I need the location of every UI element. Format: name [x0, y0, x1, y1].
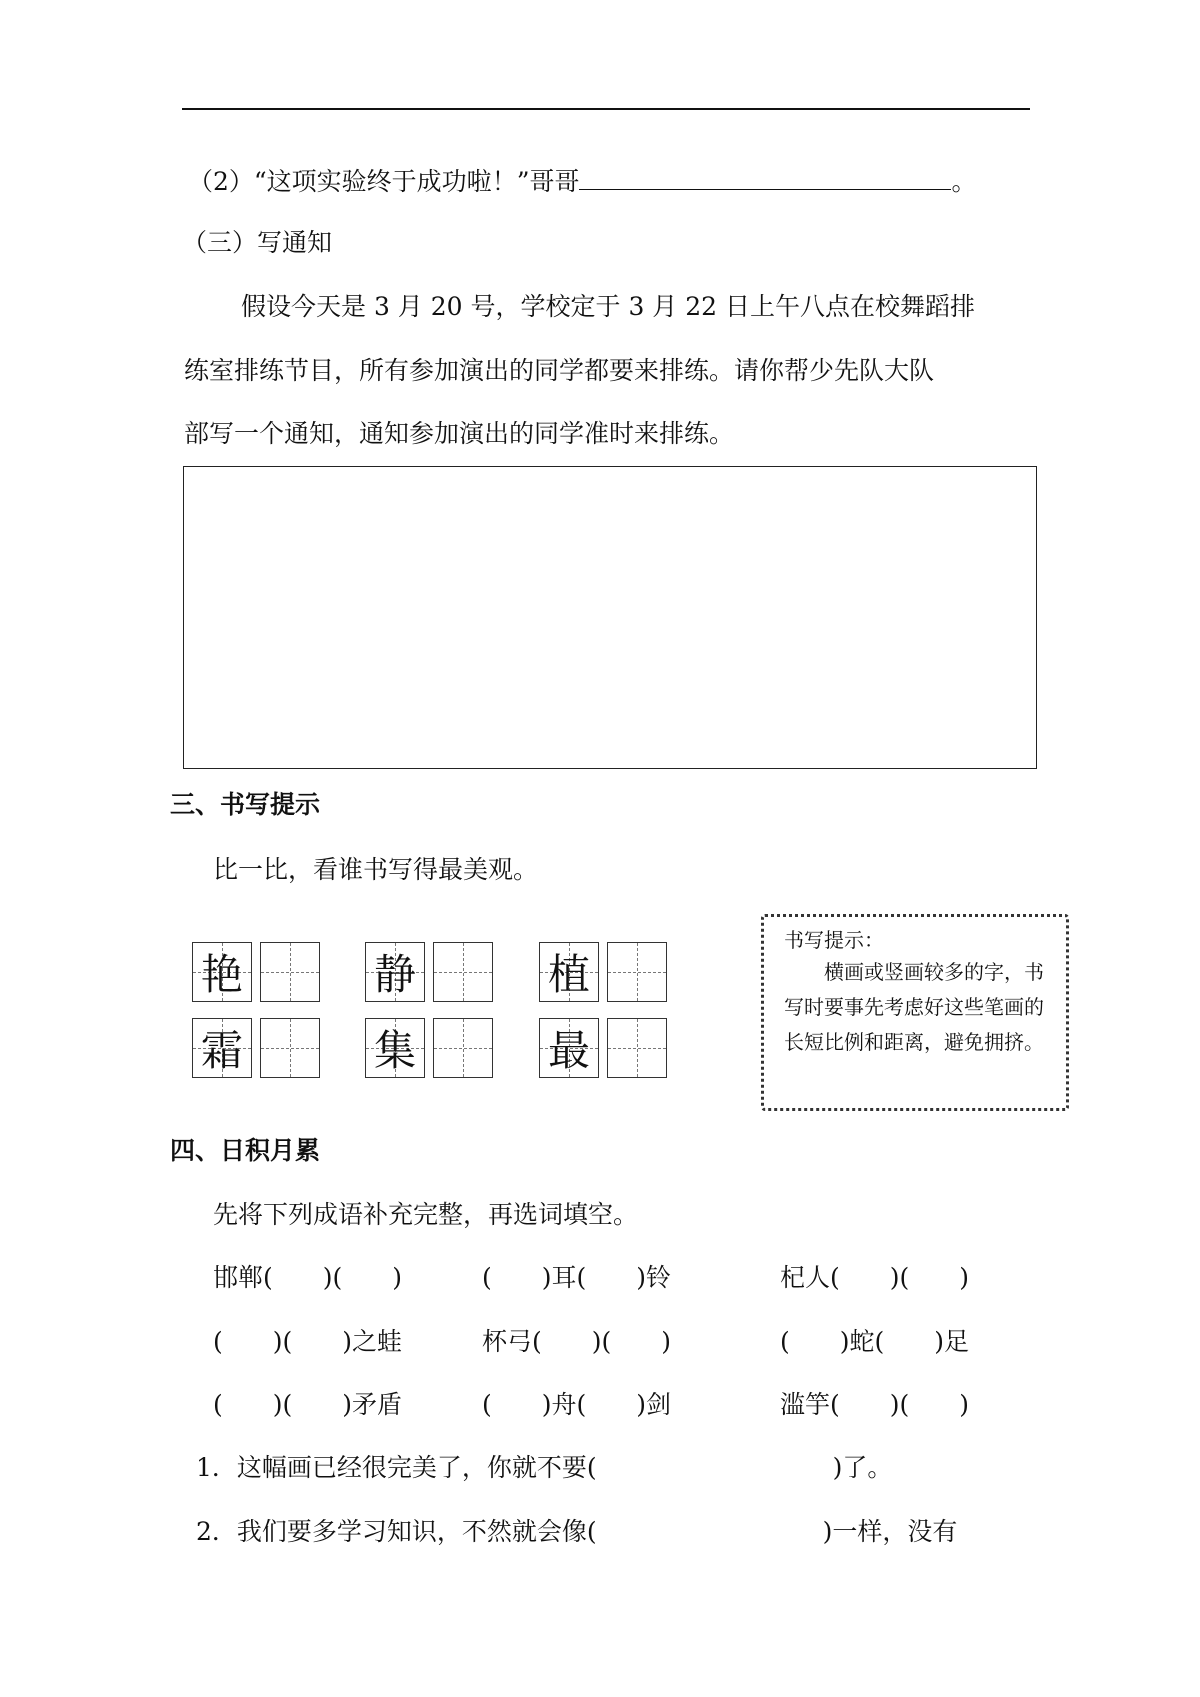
notice-answer-box[interactable] [183, 466, 1037, 769]
section-4-heading: 四、日积月累 [170, 1136, 321, 1165]
char-grid-ji [365, 1018, 425, 1078]
model-char: 静 [373, 950, 416, 999]
model-char: 霜 [200, 1026, 243, 1075]
idiom-item[interactable]: ( )蛇( )足 [780, 1327, 970, 1356]
model-char: 艳 [200, 950, 243, 999]
practice-grid[interactable] [607, 1018, 667, 1078]
question-2-text: （2）“这项实验终于成功啦！”哥哥 [188, 167, 580, 196]
practice-grid[interactable] [433, 942, 493, 1002]
idiom-instruction: 先将下列成语补充完整，再选词填空。 [213, 1200, 639, 1229]
answer-line-top[interactable] [182, 108, 1030, 110]
fill-question-1 [196, 1451, 892, 1485]
practice-grid[interactable] [433, 1018, 493, 1078]
char-grid-zhi [539, 942, 599, 1002]
fill-question-2 [196, 1515, 957, 1549]
notice-heading: （三）写通知 [182, 228, 333, 257]
fill-question-1-end: )了。 [832, 1453, 893, 1482]
idiom-item[interactable]: 邯郸( )( ) [213, 1263, 403, 1292]
fill-question-2-number: 2． [196, 1517, 237, 1546]
fill-question-2-end: )一样，没有 [822, 1517, 958, 1546]
writing-tip-title: 书写提示： [784, 928, 884, 952]
section-3-heading: 三、书写提示 [170, 790, 321, 819]
char-grid-zui [539, 1018, 599, 1078]
char-grid-shuang [192, 1018, 252, 1078]
writing-instruction: 比一比，看谁书写得最美观。 [213, 855, 539, 884]
idiom-item[interactable]: ( )舟( )剑 [482, 1390, 672, 1419]
practice-grid[interactable] [260, 942, 320, 1002]
question-2 [188, 163, 976, 199]
fill-question-1-number: 1． [196, 1453, 237, 1482]
writing-tip-box [761, 914, 1069, 1111]
practice-grid[interactable] [607, 942, 667, 1002]
char-grid-jing [365, 942, 425, 1002]
idiom-item[interactable]: ( )耳( )铃 [482, 1263, 672, 1292]
question-2-end: 。 [951, 167, 977, 196]
writing-tip-text: 横画或竖画较多的字，书写时要事先考虑好这些笔画的长短比例和距离，避免拥挤。 [784, 960, 1044, 1054]
notice-line-3: 部写一个通知，通知参加演出的同学准时来排练。 [184, 419, 735, 448]
model-char: 最 [547, 1026, 590, 1075]
model-char: 集 [373, 1026, 416, 1075]
fill-question-2-text: 我们要多学习知识，不然就会像( [236, 1517, 597, 1546]
question-2-blank[interactable] [579, 163, 951, 190]
idiom-item[interactable]: 杞人( )( ) [780, 1263, 970, 1292]
notice-line-1: 假设今天是 3 月 20 号，学校定于 3 月 22 日上午八点在校舞蹈排 [241, 292, 976, 321]
idiom-item[interactable]: ( )( )矛盾 [213, 1390, 403, 1419]
idiom-item[interactable]: 滥竽( )( ) [780, 1390, 970, 1419]
model-char: 植 [547, 950, 590, 999]
idiom-item[interactable]: 杯弓( )( ) [482, 1327, 672, 1356]
fill-question-1-text: 这幅画已经很完美了，你就不要( [236, 1453, 597, 1482]
practice-grid[interactable] [260, 1018, 320, 1078]
notice-line-2: 练室排练节目，所有参加演出的同学都要来排练。请你帮少先队大队 [184, 356, 935, 385]
idiom-item[interactable]: ( )( )之蛙 [213, 1327, 403, 1356]
char-grid-yan [192, 942, 252, 1002]
